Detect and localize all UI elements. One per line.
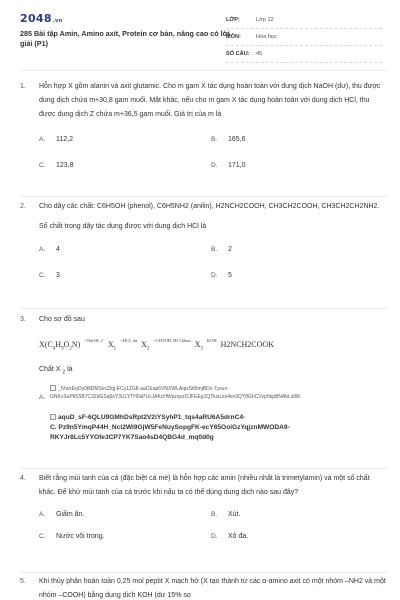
reaction-arrow-3: +CH3OH, HCl khan (153, 338, 191, 343)
option-b[interactable]: B. 2 (211, 246, 232, 253)
option-d[interactable]: D. 5 (211, 272, 232, 279)
option-b[interactable]: B. Xút. (211, 511, 241, 518)
question-text: Hỗn hợp X gồm alanin và axit glutamic. Cho m gam X tác dụng hoàn toàn với dung dịch NaOH (dư), thu được dung dịch chứa m+30,8 gam muối. Mặt khác, nếu cho m gam X tác dụng hoàn toàn với dung dịch HCl, thu được dung dịch Z chứa m+36,5 gam muối. Giá trị của m là (39, 83, 381, 118)
reaction-arrow-2: +HCl, dư (120, 338, 138, 343)
option-a[interactable]: A. Giấm ăn. (39, 511, 85, 518)
document-title: 285 Bài tập Amin, Amino axit, Protein cơ bản, nâng cao có lời giải (P1) (20, 29, 230, 48)
question-text: Cho sơ đồ sau (39, 316, 85, 323)
question-text: Khi thủy phân hoàn toàn 0,25 mol peptit X mạch hở (X tạo thành từ các α-amino axit có một nhóm –NH2 và một nhóm –COOH) bằng dung dịch KOH (dư 15% so (39, 578, 386, 599)
option-c[interactable]: C. 123,8 (39, 162, 74, 169)
reaction-scheme: $X(C_4H_9O_2N)$ $^{+NaOH, t^\circ}$ $X_1$ $^{+HCl, dư}$ $X_2$ $^{+CH3OH, HCl khan}$ $X_3$ $^{KOH}$ H2NCH2COOK (39, 338, 274, 352)
question-3 (20, 313, 388, 443)
question-number: 1. (20, 83, 26, 90)
option-c[interactable]: C. Nước vôi trong. (39, 533, 105, 540)
option-b[interactable]: B. 165,6 (211, 136, 246, 143)
question-number: 5. (20, 578, 26, 585)
question-text: Cho dãy các chất: C6H5OH (phenol), C6H5NH2 (anilin), H2NCH2COOH, CH3CH2COOH, CH3CH2CH2NH2. (39, 203, 380, 210)
broken-image-icon (50, 385, 56, 391)
question-number: 2. (20, 203, 26, 210)
meta-class-key: LỚP: (226, 17, 240, 23)
meta-class-value: Lớp 12 (256, 17, 274, 23)
option-c[interactable]: C. 3 (39, 272, 60, 279)
question-subtext: Chất X $_2$ là (39, 365, 73, 375)
option-a[interactable]: A. 112,2 (39, 136, 73, 143)
meta-count-key: SỐ CÂU: (226, 51, 250, 57)
option-d[interactable]: D. 171,0 (211, 162, 246, 169)
question-number: 4. (20, 475, 26, 482)
options-row (39, 240, 387, 260)
reaction-arrow-4: KOH (206, 338, 217, 343)
question-1 (20, 80, 388, 176)
meta-question-count (226, 46, 382, 63)
option-c-broken-image[interactable]: aquD_sF-6QLU9GMhDsRpt2V2iYSyhP1_tqs4aRU6A5drnC4- C. Pz9n5YmqP44H_Ncl2Wi9GjW5FeNuySopgFK-ecY65OoiGzYqjznMWODA9- RKYJr8Lc5YYOfe3CP7YK7Sao4sD4QBG4d_mq0d0g (50, 413, 290, 441)
question-number: 3. (20, 316, 26, 323)
option-a[interactable]: A. 4 (39, 246, 60, 253)
question-subtext: Số chất trong dãy tác dụng được với dung dịch HCl là (39, 223, 207, 230)
meta-subject-value: Hóa học (256, 34, 277, 40)
options-row (39, 505, 387, 525)
meta-class (226, 12, 382, 29)
question-2 (20, 200, 388, 286)
question-4 (20, 472, 388, 547)
options-row (39, 130, 387, 150)
header-divider (20, 70, 388, 71)
options-row (39, 527, 387, 547)
broken-image-icon (50, 414, 56, 420)
meta-subject (226, 29, 382, 46)
options-row (39, 156, 387, 176)
options-row (39, 266, 387, 286)
meta-count-value: 45 (256, 51, 263, 57)
option-a-broken-image[interactable]: A. _IVwzEqOy08iDMSvcZlqj-ECy1ZG8-aaCEap6VNXWLAqixSt6tmjBDz-7ysux- GNKxSuPk5SB7C32dGSq6sY3ULYTH0sPUcJAKcHWpzqvzOJFEEg1Q7luxLkv4ev3QY8GhCVzp5kpBNAbLsl6K (39, 385, 301, 401)
question-divider (20, 196, 388, 197)
question-divider (20, 308, 388, 309)
site-logo[interactable]: 2048.vn (20, 12, 63, 25)
question-divider (20, 468, 388, 469)
question-divider (20, 572, 388, 573)
document-header (0, 0, 400, 66)
question-5 (20, 575, 388, 600)
meta-subject-key: MÔN: (226, 34, 241, 40)
question-text: Biết rằng mùi tanh của cá (đặc biệt cá mè) là hỗn hợp các amin (nhiều nhất là trimetylamin) và một số chất khác. Để khử mùi tanh của cá trước khi nấu ta có thể dùng dung dịch nào sau đây? (39, 475, 370, 496)
option-d[interactable]: D. Xô đa. (211, 533, 249, 540)
reaction-arrow-1: +NaOH, t° (84, 338, 104, 343)
